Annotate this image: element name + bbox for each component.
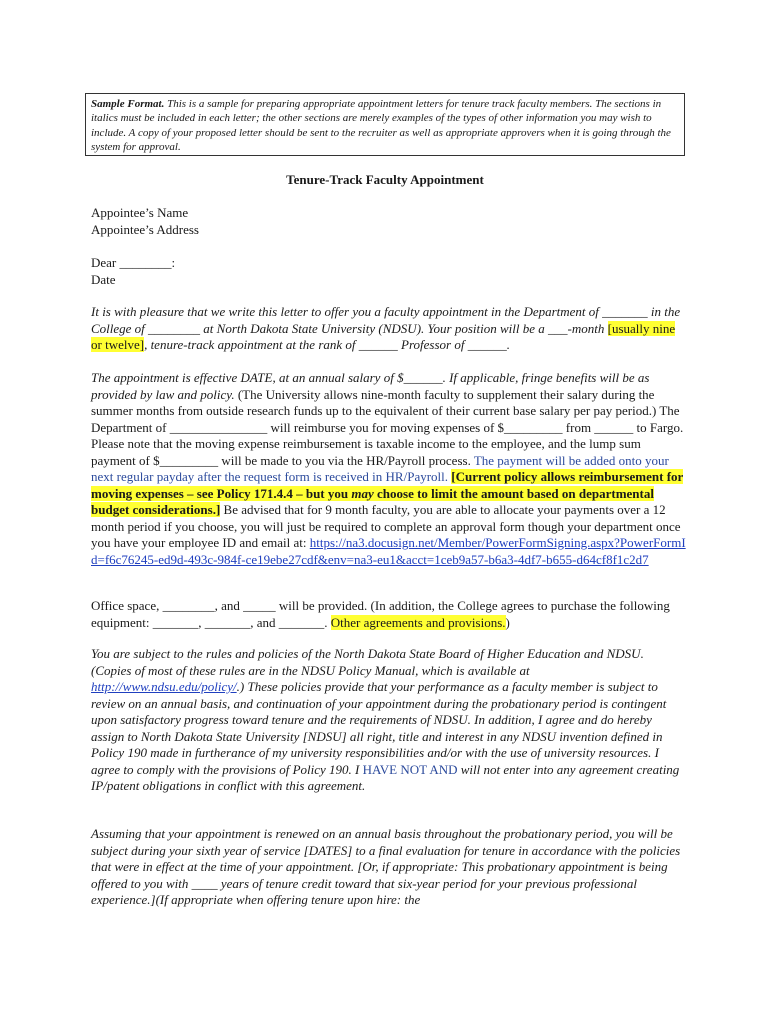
- office-paragraph: [91, 598, 686, 631]
- policy-paragraph: [91, 646, 686, 795]
- salary-paragraph: [91, 370, 686, 568]
- allocation-text: Be advised that for 9 month faculty, you are able to allocate your payments over a 12 month period if you choose, you will just be required to complete an approval form though your department once you have your employee ID and email at:: [91, 502, 681, 550]
- moving-text: (The University allows nine-month faculty to supplement their salary during the summer months from outside research funds up to the equivalent of their current base salary per pay period.) The Department of _______________ will reimburse you for moving expenses of $_________ from ______ to Fargo. Please note that the moving expense reimbursement is taxable income to the employee, and the lump sum payment of $_________ will be made to you via the HR/Payroll process.: [91, 386, 684, 468]
- letter-title: Tenure-Track Faculty Appointment: [286, 172, 484, 187]
- tenure-text: Assuming that your appointment is renewed on an annual basis throughout the probationary period, you will be subject during your sixth year of service [DATES] to a final evaluation for tenure in accordance with the policies that were in effect at the time of your appointment. [Or, if appropriate: This probationary appointment is being offered to you with ____ years of tenure credit toward that six-year period for your previous professional experience.](If appropriate when offering tenure upon hire: the: [91, 826, 681, 907]
- date-line: Date: [91, 271, 116, 287]
- salutation: Dear ________:: [91, 255, 176, 270]
- notice-label: Sample Format.: [91, 98, 165, 110]
- notice-text: This is a sample for preparing appropriate appointment letters for tenure track faculty members. The sections in italics must be included in each letter; the other sections are merely examples of the types of other information you may wish to include. A copy of your proposed letter should be sent to the recruiter as well as appropriate approvers when it is going through the system for approval.: [91, 98, 671, 153]
- office-text-end: ): [505, 614, 510, 630]
- offer-text: It is with pleasure that we write this letter to offer you a faculty appointment in the Department of _______ in the College of ________ at North Dakota State University (NDSU). Your position will be a ___-month: [91, 304, 681, 336]
- appointee-block: [91, 205, 686, 238]
- policy-text-mid: .) These policies provide that your performance as a faculty member is subject to review on an annual basis, and continuation of your appointment during the probationary period is contingent upon satisfactory progress toward tenure and the requirements of NDSU. In addition, I agree and do hereby assign to North Dakota State University [NDSU] all right, title and interest in any NDSU invention defined in Policy 190 made in furtherance of my university responsibilities and/or with the use of university resources. I agree to comply with the provisions of Policy 190. I: [91, 679, 667, 777]
- policy-note-part-b: choose to limit the amount based on departmental budget considerations.]: [91, 485, 654, 517]
- office-text: Office space, ________, and _____ will be provided. (In addition, the College agrees to purchase the following equipment: _______, _______, and _______.: [91, 598, 670, 630]
- appointee-address: Appointee’s Address: [91, 221, 199, 237]
- agreements-note: Other agreements and provisions.: [330, 614, 506, 630]
- policy-text: You are subject to the rules and policies of the North Dakota State Board of Higher Education and NDSU. (Copies of most of these rules are in the NDSU Policy Manual, which is available at: [91, 646, 644, 678]
- policy-note-italic: may: [351, 485, 374, 501]
- policy-note-part-a: [Current policy allows reimbursement for moving expenses – see Policy 171.4.4 – but you: [91, 469, 684, 501]
- payment-note: The payment will be added onto your next regular payday after the request form is received in HR/Payroll.: [91, 452, 669, 484]
- offer-paragraph: [91, 304, 686, 354]
- appointee-name: Appointee’s Name: [91, 205, 189, 220]
- docusign-link[interactable]: https://na3.docusign.net/Member/PowerFormSigning.aspx?PowerFormId=f6c76245-ed9d-493c-984f-ce19ebe27cdf&env=na3-eu1&acct=1ceb9a57-b6a3-4df7-b655-d64cf8f1c2d7: [91, 535, 686, 567]
- ip-note: HAVE NOT AND: [362, 761, 458, 777]
- policy-manual-link[interactable]: http://www.ndsu.edu/policy/: [91, 679, 237, 694]
- offer-text-end: , tenure-track appointment at the rank of ______ Professor of ______.: [144, 337, 510, 352]
- sample-format-notice: [85, 93, 685, 156]
- greeting-block: [91, 255, 686, 288]
- salary-text: The appointment is effective DATE, at an annual salary of $______. If applicable, fringe benefits will be as provided by law and policy.: [91, 370, 650, 402]
- tenure-paragraph: [91, 826, 686, 909]
- policy-text-end: will not enter into any agreement creating IP/patent obligations in conflict with this agreement.: [91, 761, 680, 793]
- months-note: [usually nine or twelve]: [91, 320, 676, 352]
